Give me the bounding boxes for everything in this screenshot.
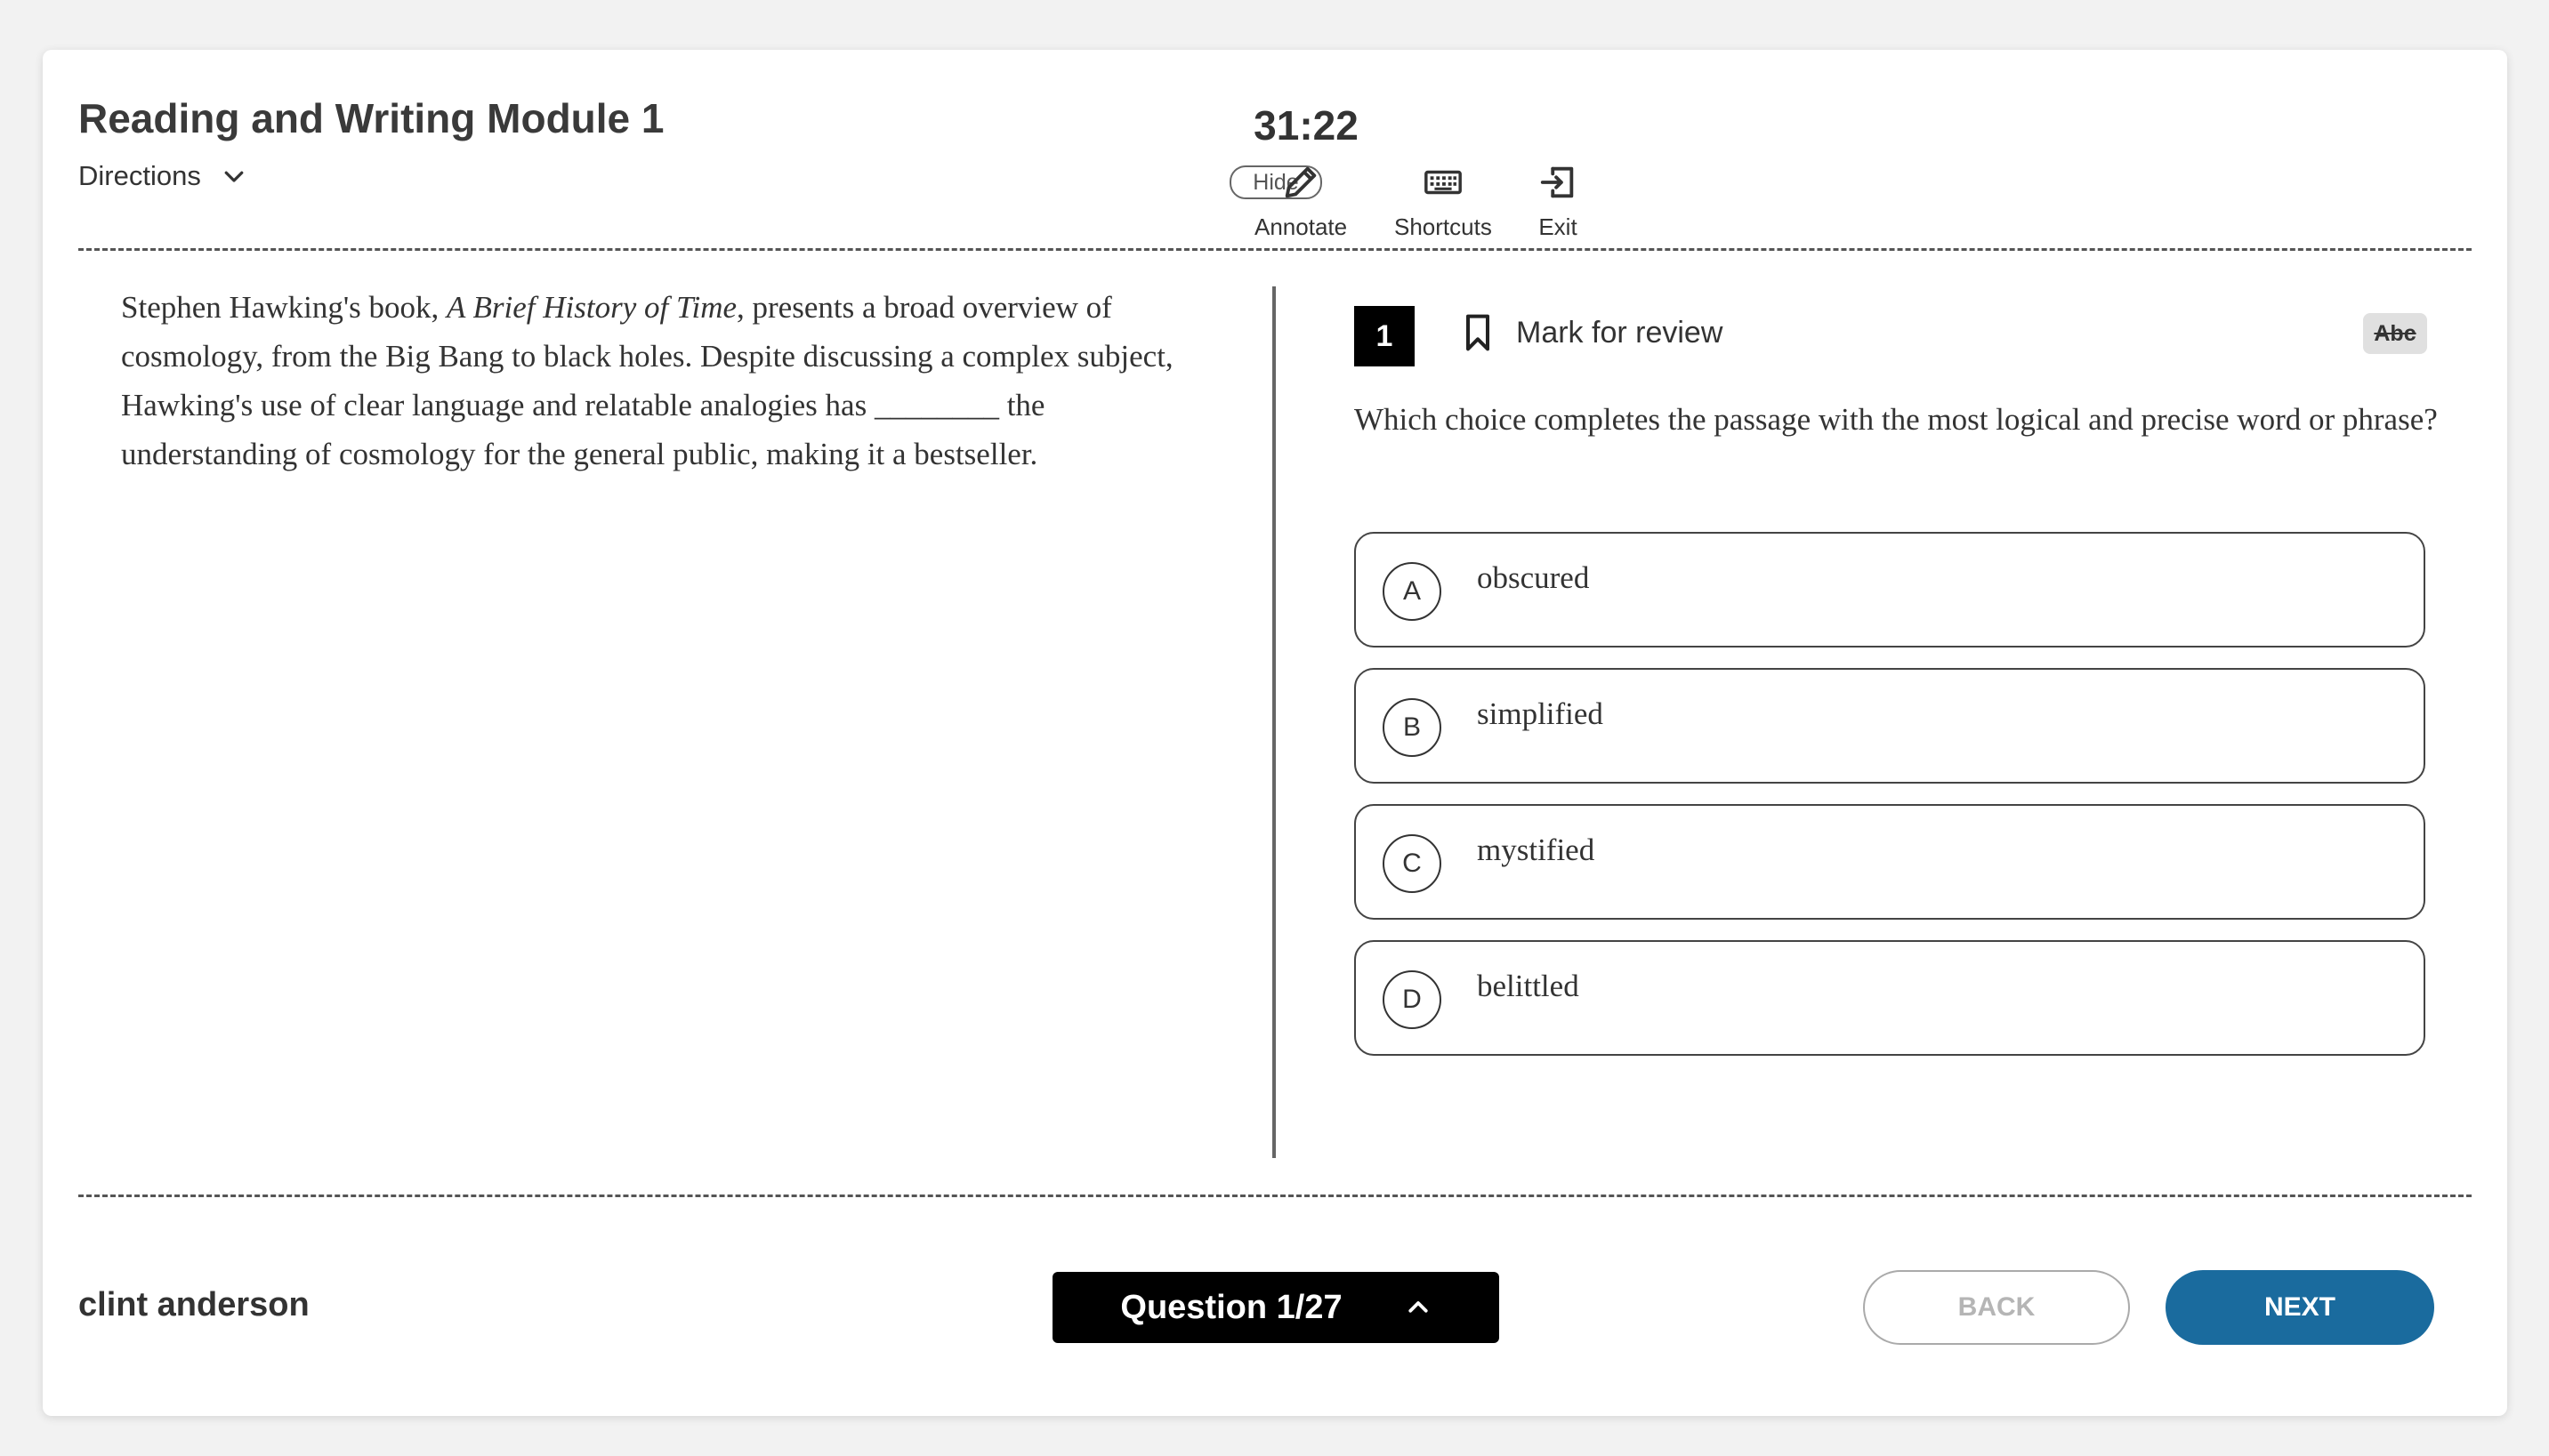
question-navigator-label: Question 1/27 xyxy=(1120,1288,1343,1326)
directions-label: Directions xyxy=(78,160,201,191)
book-title: A Brief History of Time xyxy=(447,290,738,325)
choice-letter: A xyxy=(1383,562,1441,621)
choice-d[interactable] xyxy=(1354,940,2425,1056)
choice-text: mystified xyxy=(1477,833,1595,867)
pane-divider[interactable] xyxy=(1272,286,1276,1158)
directions-dropdown[interactable] xyxy=(78,160,247,192)
choice-b[interactable] xyxy=(1354,668,2425,784)
annotate-button[interactable] xyxy=(1254,162,1347,241)
module-title: Reading and Writing Module 1 xyxy=(78,95,665,141)
question-prompt: Which choice completes the passage with the most logical and precise word or phrase? xyxy=(1354,402,2438,437)
chevron-up-icon xyxy=(1405,1294,1432,1321)
test-window xyxy=(43,50,2507,1416)
user-name: clint anderson xyxy=(78,1286,310,1323)
question-navigator-button[interactable] xyxy=(1053,1272,1499,1343)
footer-divider xyxy=(78,1195,2472,1197)
reading-passage xyxy=(121,283,1224,479)
choice-letter: B xyxy=(1383,698,1441,757)
passage-text-end: , presents a broad overview of cosmology, from the Big Bang to black holes. Despite discussing a complex subject, Hawking's use of clear language and relatable analogies has ________ the understanding of cosmology for the general public, making it a bestseller. xyxy=(121,290,1174,471)
exit-button[interactable] xyxy=(1537,162,1578,241)
choice-text: belittled xyxy=(1477,969,1579,1003)
mark-for-review-button[interactable] xyxy=(1463,313,1722,352)
chevron-down-icon xyxy=(221,163,247,189)
exit-icon xyxy=(1537,162,1578,203)
bookmark-icon xyxy=(1463,313,1493,352)
shortcuts-button[interactable] xyxy=(1394,162,1492,241)
hide-timer-button[interactable]: Hide xyxy=(1230,165,1322,199)
header-divider xyxy=(78,248,2472,251)
shortcuts-label: Shortcuts xyxy=(1394,213,1492,240)
strikethrough-toggle[interactable]: Abc xyxy=(2363,313,2427,354)
mark-for-review-label: Mark for review xyxy=(1516,315,1723,350)
choice-c[interactable] xyxy=(1354,804,2425,920)
choice-a[interactable] xyxy=(1354,532,2425,648)
choice-text: simplified xyxy=(1477,696,1603,731)
pencil-icon xyxy=(1280,162,1321,203)
timer: 31:22 xyxy=(1254,102,1359,149)
choice-text: obscured xyxy=(1477,560,1590,595)
exit-label: Exit xyxy=(1538,213,1577,240)
keyboard-icon xyxy=(1423,162,1464,203)
choice-letter: C xyxy=(1383,834,1441,893)
question-number: 1 xyxy=(1354,306,1415,366)
back-button[interactable]: BACK xyxy=(1863,1270,2130,1345)
passage-text-start: Stephen Hawking's book, xyxy=(121,290,447,325)
next-button[interactable]: NEXT xyxy=(2166,1270,2434,1345)
choice-letter: D xyxy=(1383,970,1441,1029)
annotate-label: Annotate xyxy=(1254,213,1348,240)
